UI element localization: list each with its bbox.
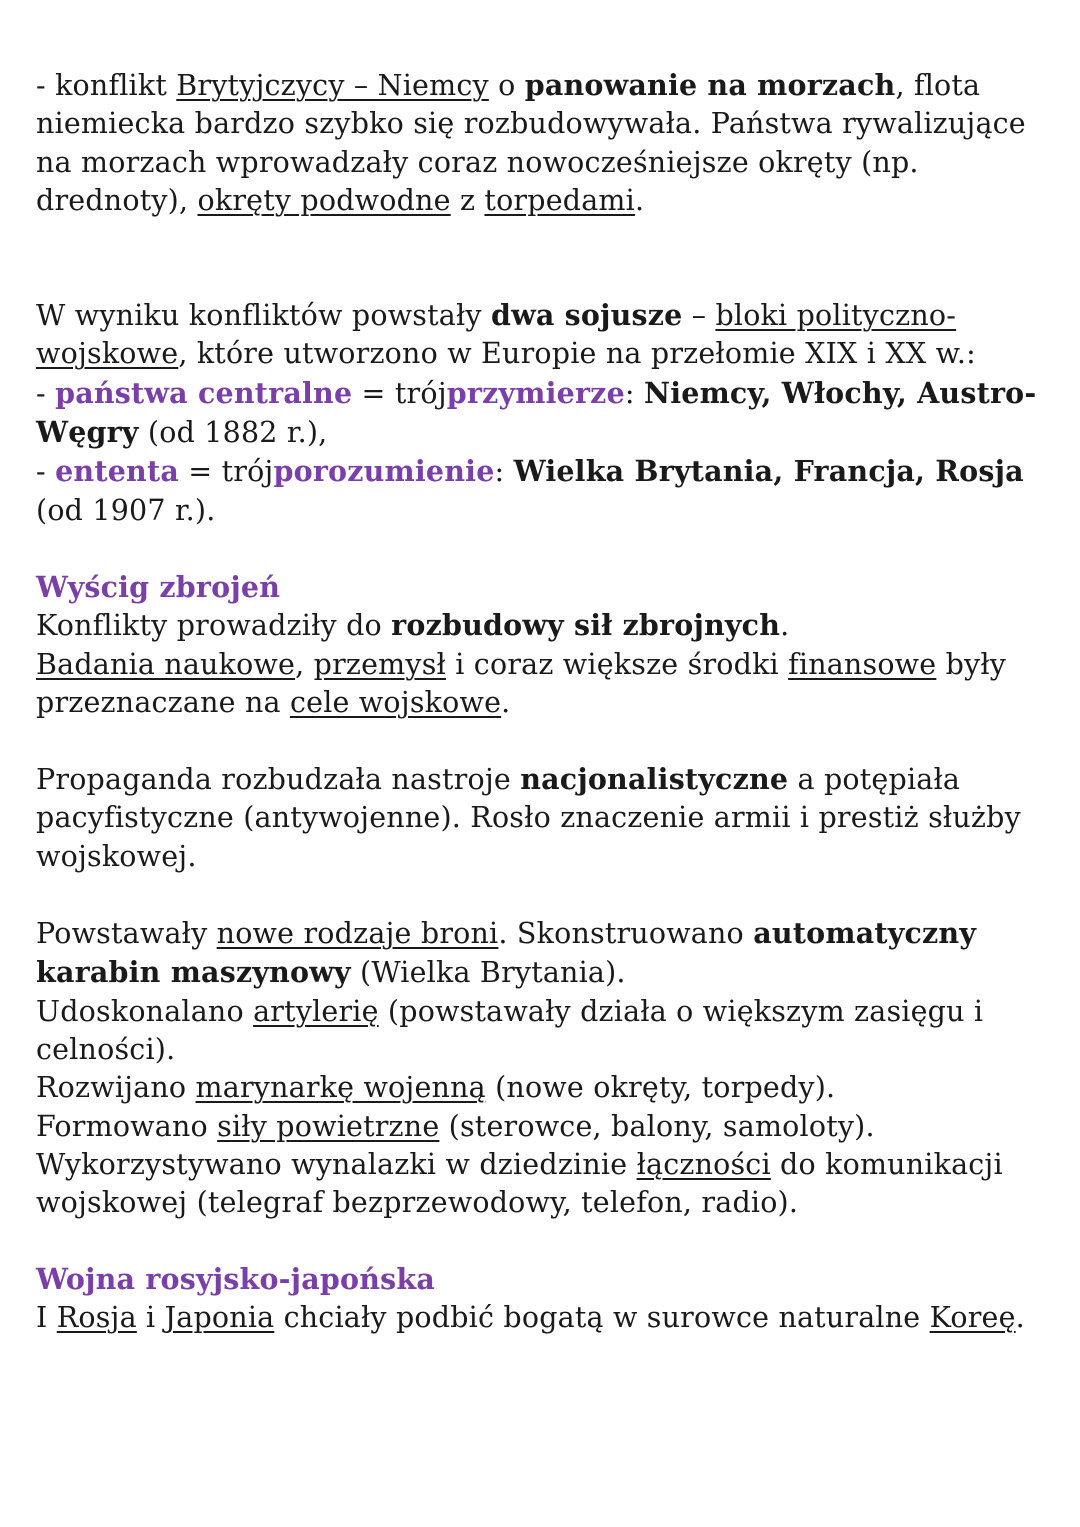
text: a potępiała pacyfistyczne (antywojenne). Rosło znaczenie armii i prestiż służby wojskowej. (36, 763, 1021, 873)
spacer (36, 220, 1046, 296)
underlined-term: Japonia (164, 1300, 275, 1334)
text: . (634, 183, 645, 217)
paragraph-alliances (36, 296, 1046, 374)
text: . Skonstruowano (498, 917, 754, 951)
text: z (450, 183, 485, 217)
underlined-term: marynarkę wojenną (195, 1071, 486, 1105)
text: były przeznaczane na (36, 647, 1007, 719)
underlined-term: torpedami (484, 183, 635, 217)
underlined-term: nowe rodzaje broni (216, 917, 499, 951)
underlined-term: łączności (636, 1147, 771, 1181)
text: , (295, 647, 314, 681)
paragraph-new-weapons (36, 914, 1046, 993)
highlighted-term: przymierze (446, 375, 625, 410)
text: I (36, 1300, 57, 1334)
text: : (624, 376, 644, 410)
text: - konflikt (36, 69, 177, 102)
paragraph-artillery (36, 993, 1046, 1070)
text: : (494, 455, 514, 489)
spacer (36, 876, 1046, 914)
document-page (36, 66, 1046, 1337)
text: , flota niemiecka bardzo szybko się rozbudowywała. Państwa rywalizujące na morzach wprowadzały coraz nowocześniejsze okręty (np. drednoty), (36, 69, 1026, 217)
text: Rozwijano (36, 1071, 196, 1105)
spacer (36, 1222, 1046, 1260)
highlighted-term: państwa centralne (55, 375, 353, 410)
spacer (36, 722, 1046, 760)
text: - (36, 455, 56, 489)
bold-term: Wielka Brytania, Francja, Rosja (513, 454, 1024, 489)
paragraph-navy (36, 1069, 1046, 1107)
text: (od 1907 r.). (36, 493, 216, 527)
text: (od 1882 r.), (138, 416, 328, 450)
section-heading-arms-race: Wyścig zbrojeń (36, 569, 281, 604)
text: (sterowce, balony, samoloty). (439, 1109, 875, 1143)
text: chciały podbić bogatą w surowce naturalne (274, 1300, 930, 1334)
text: i coraz większe środki (445, 647, 789, 681)
underlined-term: cele wojskowe (289, 685, 502, 719)
text: - (36, 376, 56, 410)
paragraph-propaganda (36, 760, 1046, 876)
text: Udoskonalano (36, 994, 254, 1028)
paragraph-naval-conflict (36, 66, 1046, 220)
text: = trój (179, 455, 274, 489)
text: , które utworzono w Europie na przełomie XIX i XX w.: (178, 337, 976, 371)
text: . (1015, 1300, 1025, 1334)
text: . (501, 685, 511, 719)
highlighted-term: ententa (55, 454, 179, 489)
underlined-term: przemysł (313, 647, 446, 681)
underlined-term: bloki polityczno-wojskowe (36, 299, 957, 371)
text: . (780, 609, 790, 643)
text: Powstawały (36, 917, 217, 951)
section-heading-russo-japanese-war: Wojna rosyjsko-japońska (36, 1262, 435, 1297)
underlined-term: okręty podwodne (197, 183, 451, 217)
spacer (36, 530, 1046, 568)
underlined-term: Rosja (56, 1300, 137, 1334)
text: Formowano (36, 1109, 218, 1143)
underlined-term: artylerię (253, 994, 379, 1028)
text: (nowe okręty, torpedy). (485, 1071, 836, 1105)
underlined-term: Brytyjczycy – Niemcy (176, 69, 489, 102)
paragraph-air-force (36, 1108, 1046, 1146)
underlined-term: finansowe (788, 647, 937, 681)
text: do komunikacji wojskowej (telegraf bezprzewodowy, telefon, radio). (36, 1147, 1003, 1220)
text: (powstawały działa o większym zasięgu i celności). (36, 994, 984, 1066)
text: W wyniku konfliktów powstały (36, 299, 491, 333)
text: Konflikty prowadziły do (36, 609, 392, 643)
bold-term: automatyczny karabin maszynowy (36, 916, 977, 990)
bold-term: nacjonalistyczne (520, 762, 789, 797)
paragraph-communications (36, 1146, 1046, 1223)
text: Wykorzystywano wynalazki w dziedzinie (36, 1147, 637, 1181)
paragraph-korea (36, 1299, 1046, 1337)
highlighted-term: porozumienie (273, 454, 495, 489)
paragraph-armed-forces (36, 606, 1046, 645)
text: i (136, 1300, 165, 1334)
bold-term: panowanie na morzach (524, 68, 896, 102)
text: – (682, 299, 716, 333)
underlined-term: Badania naukowe (36, 647, 296, 681)
underlined-term: Koreę (929, 1300, 1016, 1334)
paragraph-research (36, 646, 1046, 723)
bold-term: rozbudowy sił zbrojnych (391, 608, 781, 643)
bold-term: Niemcy, Włochy, Austro-Węgry (36, 375, 1037, 450)
text: (Wielka Brytania). (350, 956, 626, 990)
list-item-entente (36, 452, 1046, 530)
bold-term: dwa sojusze (490, 298, 683, 333)
list-item-central-powers (36, 374, 1046, 453)
underlined-term: siły powietrzne (217, 1109, 440, 1143)
text: = trój (352, 376, 447, 410)
text: Propaganda rozbudzała nastroje (36, 763, 521, 797)
text: o (488, 69, 525, 102)
